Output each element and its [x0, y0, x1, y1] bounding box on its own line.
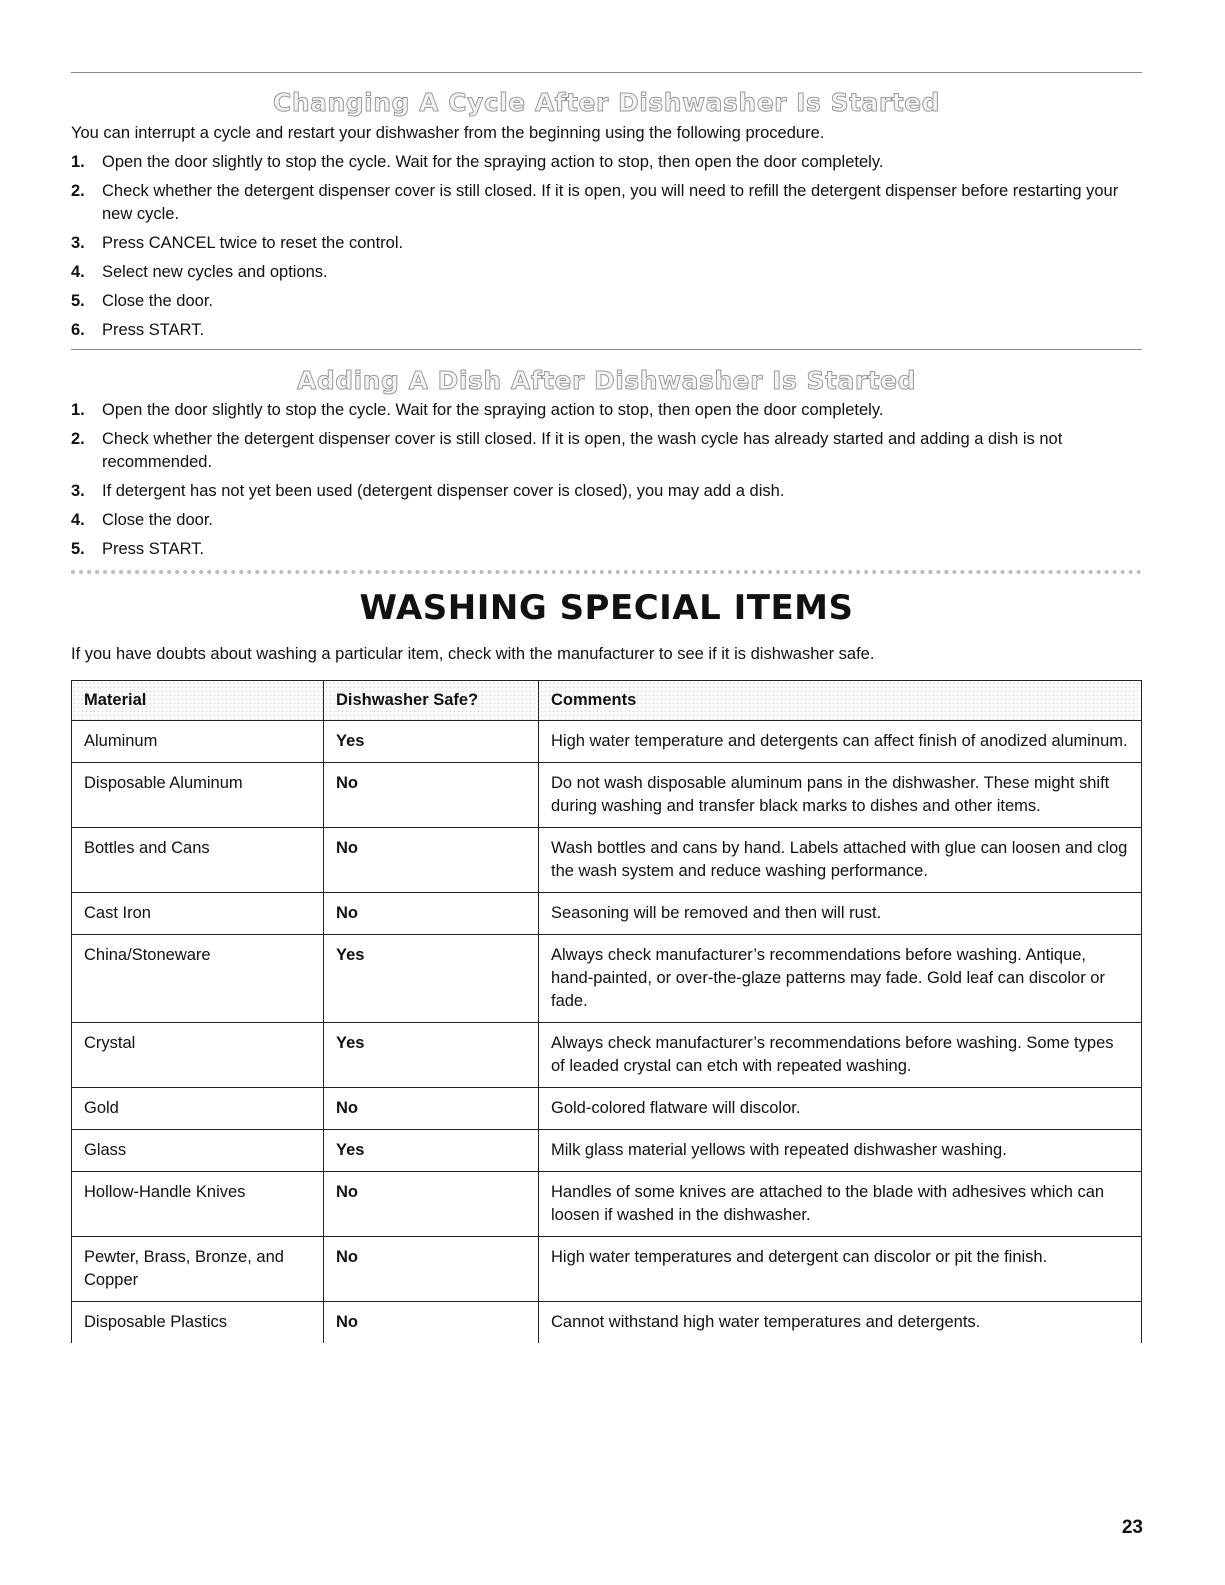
step-item	[71, 232, 1142, 255]
step-item	[71, 261, 1142, 284]
dishwasher-safe-cell: No	[324, 828, 539, 893]
comments-cell: Always check manufacturer’s recommendations before washing. Antique, hand-painted, or over-the-glaze patterns may fade. Gold leaf can discolor or fade.	[539, 935, 1142, 1023]
steps-list-changing-cycle	[71, 151, 1142, 348]
table-row	[72, 828, 1142, 893]
step-text: Open the door slightly to stop the cycle. Wait for the spraying action to stop, then open the door completely.	[102, 401, 884, 419]
comments-cell: Gold-colored flatware will discolor.	[539, 1088, 1142, 1130]
comments-cell: Always check manufacturer’s recommendations before washing. Some types of leaded crystal can etch with repeated washing.	[539, 1023, 1142, 1088]
dishwasher-safe-cell: No	[324, 763, 539, 828]
section-title-adding-dish: Adding A Dish After Dishwasher Is Started	[297, 366, 916, 395]
step-item	[71, 538, 1142, 561]
dishwasher-safe-cell: No	[324, 893, 539, 935]
step-text: Close the door.	[102, 292, 213, 310]
step-number: 5.	[71, 292, 85, 310]
step-item	[71, 290, 1142, 313]
table-row	[72, 1237, 1142, 1302]
step-text: Open the door slightly to stop the cycle. Wait for the spraying action to stop, then open the door completely.	[102, 153, 884, 171]
step-item	[71, 480, 1142, 503]
step-number: 3.	[71, 482, 85, 500]
washing-lead-text: If you have doubts about washing a particular item, check with the manufacturer to see if it is dishwasher safe.	[71, 645, 875, 663]
material-cell: Gold	[72, 1088, 324, 1130]
table-row	[72, 1088, 1142, 1130]
step-number: 4.	[71, 511, 85, 529]
comments-cell: Do not wash disposable aluminum pans in the dishwasher. These might shift during washing and transfer black marks to dishes and other items.	[539, 763, 1142, 828]
top-divider	[71, 72, 1142, 73]
table-row	[72, 763, 1142, 828]
step-item	[71, 428, 1142, 474]
material-cell: Aluminum	[72, 721, 324, 763]
section-intro: You can interrupt a cycle and restart your dishwasher from the beginning using the following procedure.	[71, 124, 825, 142]
comments-cell: Seasoning will be removed and then will rust.	[539, 893, 1142, 935]
comments-cell: High water temperature and detergents can affect finish of anodized aluminum.	[539, 721, 1142, 763]
step-number: 1.	[71, 153, 85, 171]
dishwasher-safe-cell: Yes	[324, 721, 539, 763]
step-text: Check whether the detergent dispenser cover is still closed. If it is open, the wash cycle has already started and adding a dish is not recommended.	[102, 430, 1063, 471]
step-number: 1.	[71, 401, 85, 419]
material-cell: Crystal	[72, 1023, 324, 1088]
step-text: Press START.	[102, 540, 205, 558]
step-number: 4.	[71, 263, 85, 281]
table-row	[72, 1130, 1142, 1172]
step-text: If detergent has not yet been used (detergent dispenser cover is closed), you may add a dish.	[102, 482, 785, 500]
header-dishwasher-safe: Dishwasher Safe?	[324, 681, 539, 721]
step-item	[71, 180, 1142, 226]
table-row	[72, 721, 1142, 763]
step-item	[71, 399, 1142, 422]
material-cell: Disposable Plastics	[72, 1302, 324, 1344]
step-item	[71, 319, 1142, 342]
step-number: 6.	[71, 321, 85, 339]
table-row	[72, 1172, 1142, 1237]
dotted-divider	[71, 570, 1142, 574]
header-comments: Comments	[539, 681, 1142, 721]
section-divider	[71, 349, 1142, 350]
step-item	[71, 509, 1142, 532]
step-text: Press START.	[102, 321, 205, 339]
step-number: 5.	[71, 540, 85, 558]
table-row	[72, 1302, 1142, 1344]
material-cell: Glass	[72, 1130, 324, 1172]
table-row	[72, 935, 1142, 1023]
step-text: Close the door.	[102, 511, 213, 529]
dishwasher-safe-cell: No	[324, 1088, 539, 1130]
step-text: Check whether the detergent dispenser cover is still closed. If it is open, you will need to refill the detergent dispenser before restarting your new cycle.	[102, 182, 1119, 223]
comments-cell: Wash bottles and cans by hand. Labels attached with glue can loosen and clog the wash system and reduce washing performance.	[539, 828, 1142, 893]
comments-cell: Handles of some knives are attached to the blade with adhesives which can loosen if washed in the dishwasher.	[539, 1172, 1142, 1237]
comments-cell: Milk glass material yellows with repeated dishwasher washing.	[539, 1130, 1142, 1172]
material-cell: Pewter, Brass, Bronze, and Copper	[72, 1237, 324, 1302]
step-number: 3.	[71, 234, 85, 252]
dishwasher-safe-cell: No	[324, 1237, 539, 1302]
dishwasher-safe-cell: Yes	[324, 1130, 539, 1172]
page-title: WASHING SPECIAL ITEMS	[359, 588, 854, 628]
step-text: Select new cycles and options.	[102, 263, 328, 281]
step-text: Press CANCEL twice to reset the control.	[102, 234, 404, 252]
step-number: 2.	[71, 430, 85, 448]
material-cell: Cast Iron	[72, 893, 324, 935]
dishwasher-safe-cell: Yes	[324, 1023, 539, 1088]
steps-list-adding-dish	[71, 399, 1142, 567]
section-title-changing-cycle: Changing A Cycle After Dishwasher Is Started	[272, 88, 941, 117]
special-items-table	[71, 680, 1142, 1343]
material-cell: China/Stoneware	[72, 935, 324, 1023]
dishwasher-safe-cell: Yes	[324, 935, 539, 1023]
dishwasher-safe-cell: No	[324, 1172, 539, 1237]
material-cell: Hollow-Handle Knives	[72, 1172, 324, 1237]
header-material: Material	[72, 681, 324, 721]
page-number: 23	[1121, 1517, 1143, 1538]
table-row	[72, 1023, 1142, 1088]
comments-cell: High water temperatures and detergent can discolor or pit the finish.	[539, 1237, 1142, 1302]
material-cell: Bottles and Cans	[72, 828, 324, 893]
material-cell: Disposable Aluminum	[72, 763, 324, 828]
dishwasher-safe-cell: No	[324, 1302, 539, 1344]
table-row	[72, 893, 1142, 935]
table-header-row	[72, 681, 1142, 721]
step-item	[71, 151, 1142, 174]
step-number: 2.	[71, 182, 85, 200]
comments-cell: Cannot withstand high water temperatures and detergents.	[539, 1302, 1142, 1344]
